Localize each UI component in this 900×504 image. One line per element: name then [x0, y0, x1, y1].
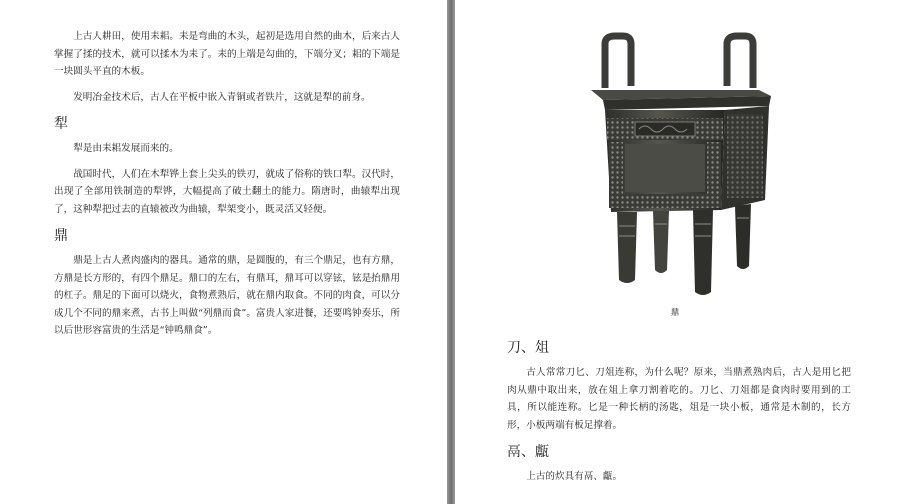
- book-gutter: [447, 0, 455, 504]
- paragraph-metal-plow: 发明冶金技术后，古人在平板中嵌入青铜或者铁片，这就是犁的前身。: [73, 91, 371, 103]
- paragraph-plow-origin: 犁是由耒耜发展而来的。: [73, 143, 179, 154]
- left-page-content: [54, 28, 400, 348]
- heading-plow: 犁: [54, 116, 68, 132]
- right-page: [455, 0, 900, 504]
- right-page-content: [507, 332, 851, 494]
- ding-illustration: [575, 30, 775, 305]
- left-page: [0, 0, 447, 504]
- heading-li-yan: 鬲、甗: [507, 444, 549, 460]
- paragraph-plow-history: 战国时代，人们在木犁铧上套上尖头的铁刃，就成了俗称的铁口犁。汉代时，出现了全部用铁制造的犁铧，大幅提高了破土翻土的能力。隋唐时，曲辕犁出现了，这种犁把过去的直辕被改为曲辕，犁架变小，既灵活又轻便。: [54, 168, 400, 215]
- heading-knife-zu: 刀、俎: [507, 340, 549, 356]
- paragraph-ding: 鼎是上古人煮肉盛肉的器具。通常的鼎，是圆腹的，有三个鼎足，也有方鼎，方鼎是长方形的，有四个鼎足。鼎口的左右，有鼎耳，鼎耳可以穿铉，铉是抬鼎用的杠子。鼎足的下面可以烧火，食物煮熟后，就在鼎内取食。不同的肉食，可以分成几个不同的鼎来煮，古书上叫做“列鼎而食”。富贵人家进餐，还要鸣钟奏乐，所以后世形容富贵的生活是“钟鸣鼎食”。: [54, 255, 400, 336]
- paragraph-leisi: 上古人耕田，使用耒耜。耒是弯曲的木头，起初是选用自然的曲木，后来古人掌握了揉的技术，就可以揉木为耒了。耒的上端是勾曲的，下端分叉；耜的下端是一块圆头平直的木板。: [54, 31, 400, 77]
- heading-ding: 鼎: [54, 228, 68, 244]
- paragraph-li-yan: 上古的炊具有鬲、甗。: [526, 471, 623, 482]
- figure-caption: 鼎: [670, 308, 680, 318]
- paragraph-knife-zu: 古人常常刀匕、刀俎连称，为什么呢？原来，当鼎煮熟肉后，古人是用匕把肉从鼎中取出来，放在俎上拿刀割着吃的。刀匕、刀俎都是食肉时要用到的工具，所以能连称。匕是一种长柄的汤匙，俎是一块小板，通常是木制的，长方形，小板两端有板足撑着。: [507, 367, 851, 431]
